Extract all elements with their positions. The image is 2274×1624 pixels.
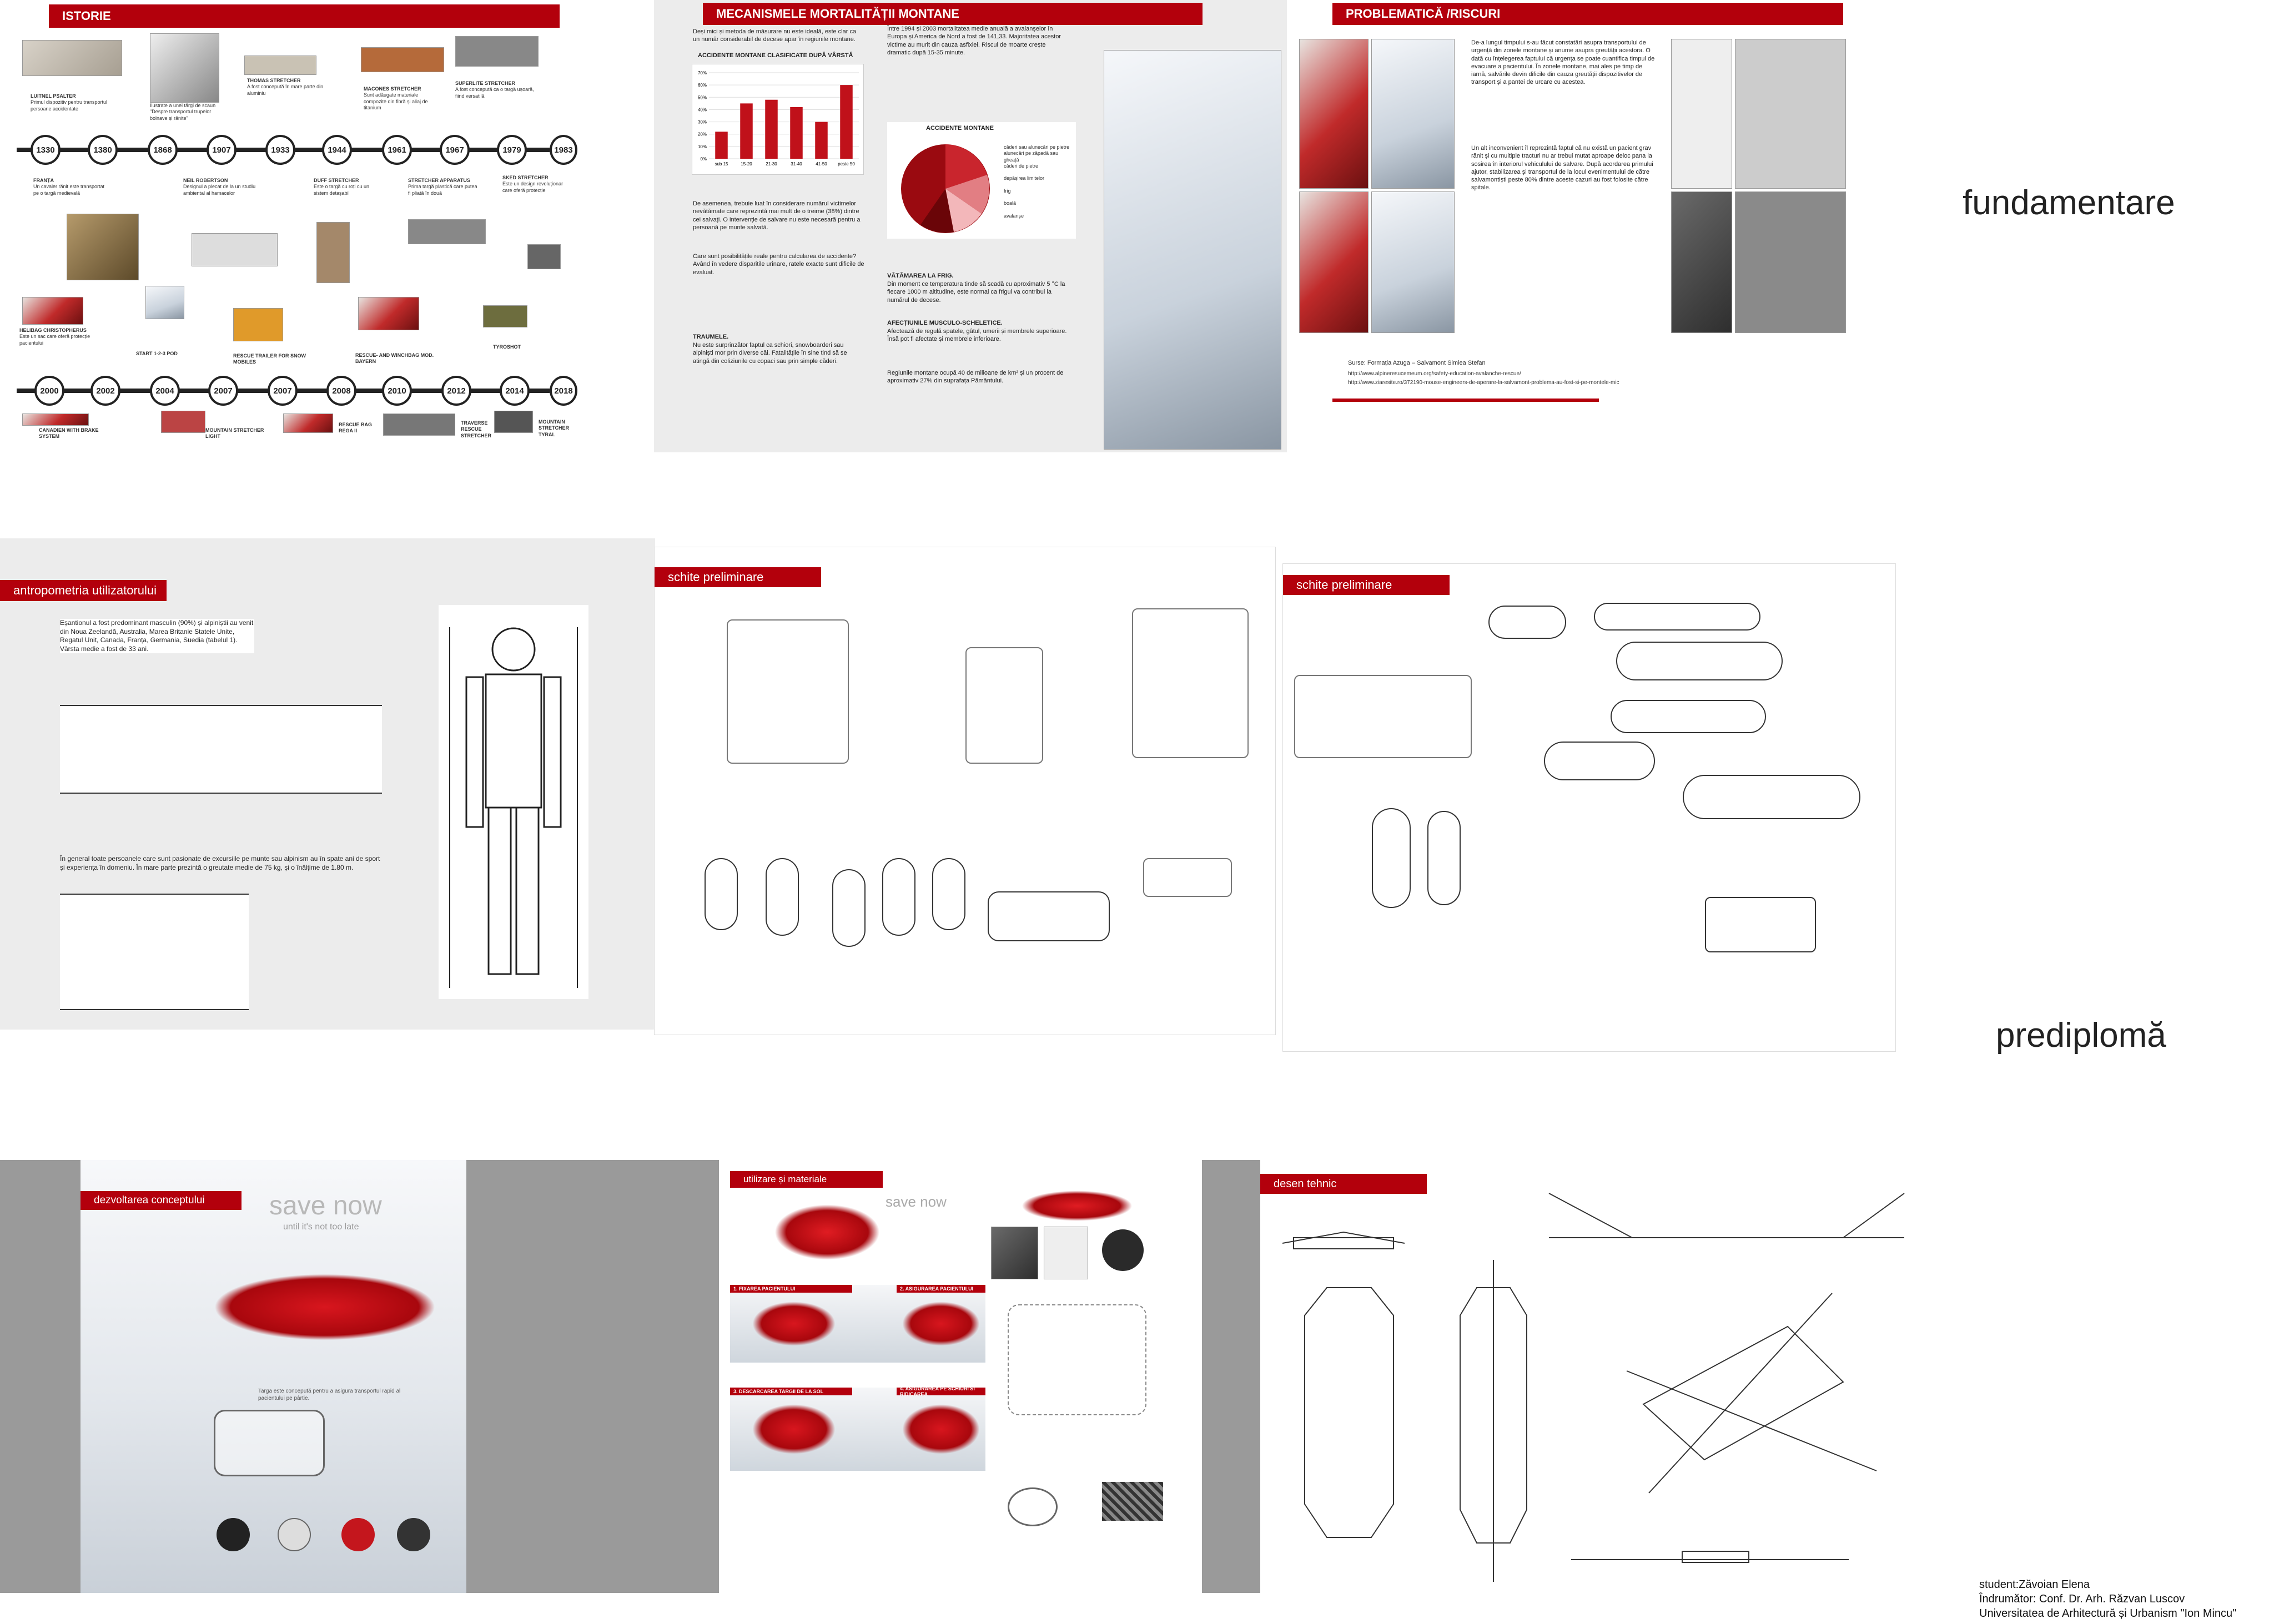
pie-legend-5: frig bbox=[1004, 188, 1011, 194]
sketch-tray-1 bbox=[988, 891, 1110, 941]
sketch-pod-4 bbox=[882, 858, 915, 936]
mecanisme-para1: De asemenea, trebuie luat în considerare numărul victimelor nevătămate care reprezintă mai mult de o treime (38%) dintre cei salvați. O intervenție de salvare nu este necesară pentru a persoană pe munte salvată. bbox=[693, 200, 861, 231]
pie-title: ACCIDENTE MONTANE bbox=[926, 125, 994, 132]
bar-y-tick: 10% bbox=[697, 144, 707, 149]
caption-franta: FRANȚA Un cavaler rănit este transportat pe o targă medievală bbox=[33, 178, 105, 196]
photo-wheel2 bbox=[1735, 191, 1846, 333]
step-1-label: 1. FIXAREA PACIENTULUI bbox=[730, 1285, 852, 1293]
step-3-label: 3. DESCARCAREA TARGII DE LA SOL bbox=[730, 1388, 852, 1395]
step-1-render bbox=[752, 1302, 836, 1346]
photo-skier bbox=[1104, 50, 1281, 450]
caption-tyroshot: TYROSHOT bbox=[493, 344, 521, 350]
utilizare-material-1 bbox=[1008, 1487, 1058, 1526]
year-2012: 2012 bbox=[441, 376, 471, 406]
photo-sked bbox=[527, 244, 561, 269]
sketch-right-1 bbox=[1683, 775, 1860, 819]
photo-stretcher-back bbox=[1299, 191, 1369, 333]
caption-apparatus: STRETCHER APPARATUS Prima targă plastică care putea fi pliată în două bbox=[408, 178, 477, 196]
mecanisme-stats: Între 1994 și 2003 mortalitatea medie anuală a avalanșelor în Europa și America de Nord a fost de 141,33. Majoritatea acestor victime au murit din cauza asfixiei. Riscul de moarte crește dramatic după 15-35 minute. bbox=[887, 26, 1061, 56]
board-problematica bbox=[1288, 0, 1849, 433]
bar-15-20 bbox=[740, 103, 753, 159]
utilizare-detail-2 bbox=[1044, 1227, 1088, 1279]
figure-leg-right bbox=[516, 808, 539, 974]
year-1868: 1868 bbox=[148, 135, 178, 165]
mecanisme-intro: Deși mici și metoda de măsurare nu este ideală, este clar ca un număr considerabil de decese apar în regiunile montane. bbox=[693, 28, 857, 43]
concept-title: dezvoltarea conceptului bbox=[81, 1191, 242, 1210]
year-1330: 1330 bbox=[31, 135, 61, 165]
problematica-title: PROBLEMATICĂ /RISCURI bbox=[1332, 3, 1843, 25]
problematica-rule bbox=[1332, 399, 1599, 402]
step-3-render bbox=[752, 1404, 836, 1454]
concept-side-right bbox=[466, 1160, 580, 1593]
utilizare-render-top bbox=[774, 1204, 880, 1260]
year-2008: 2008 bbox=[326, 376, 356, 406]
photo-door bbox=[1671, 39, 1732, 189]
caption-light: MOUNTAIN STRETCHER LIGHT bbox=[205, 427, 264, 440]
photo-duff bbox=[316, 222, 350, 283]
bar-x-label: peste 50 bbox=[838, 162, 855, 167]
year-2007b: 2007 bbox=[268, 376, 298, 406]
caption-helibag: HELIBAG CHRISTOPHERUS Este un sac care oferă protecție pacientului bbox=[19, 327, 90, 346]
photo-snow-rescue bbox=[1371, 39, 1455, 189]
concept-tagline: until it's not too late bbox=[283, 1222, 359, 1232]
caption-trailer: RESCUE TRAILER FOR SNOW MOBILES bbox=[233, 353, 306, 365]
credits-student: student:Zăvoian Elena bbox=[1979, 1578, 2090, 1591]
board-istorie bbox=[0, 0, 573, 450]
board-concept bbox=[81, 1160, 466, 1593]
photo-thomas bbox=[244, 56, 316, 75]
drawing-isometric bbox=[1627, 1293, 1876, 1493]
year-1967: 1967 bbox=[440, 135, 470, 165]
istorie-title: ISTORIE bbox=[49, 4, 560, 28]
year-2004: 2004 bbox=[150, 376, 180, 406]
caption-traverse: TRAVERSE RESCUE STRETCHER bbox=[461, 420, 492, 438]
drawing-side-view-right bbox=[1549, 1193, 1904, 1238]
utilizare-render-top-right bbox=[1022, 1191, 1133, 1221]
bar-sub 15 bbox=[715, 132, 728, 159]
caption-duff: DUFF STRETCHER Este o targă cu roți cu un sistem detașabil bbox=[314, 178, 370, 196]
bar-y-tick: 40% bbox=[697, 107, 707, 113]
sketch-frame-a bbox=[1294, 675, 1472, 758]
pie-legend-2: alunecări pe zăpadă sau gheață bbox=[1004, 150, 1059, 163]
bar-chart-svg bbox=[692, 64, 864, 175]
year-1979: 1979 bbox=[497, 135, 527, 165]
sketch-figure-3 bbox=[1132, 608, 1249, 758]
board-utilizare bbox=[719, 1160, 1177, 1593]
drawing-top-view-1 bbox=[1305, 1288, 1393, 1537]
photo-traverse bbox=[383, 413, 455, 436]
step-4 bbox=[897, 1388, 985, 1471]
board-desen bbox=[1260, 1160, 1921, 1598]
step-2 bbox=[897, 1285, 985, 1363]
photo-franta bbox=[67, 214, 139, 280]
pie-legend-7: avalanșe bbox=[1004, 213, 1024, 219]
step-1 bbox=[730, 1285, 897, 1363]
photo-psalter bbox=[22, 40, 122, 76]
board-antropometria bbox=[0, 538, 655, 1030]
step-3 bbox=[730, 1388, 897, 1471]
photo-jeep bbox=[1299, 39, 1369, 189]
photo-tyral bbox=[494, 411, 533, 433]
caption-winchbag: RESCUE- AND WINCHBAG MOD. BAYERN bbox=[355, 352, 434, 365]
utilizare-brand: save now bbox=[886, 1193, 947, 1210]
technical-drawing bbox=[1260, 1160, 1921, 1598]
mecanisme-cardio-title: AFECȚIUNILE MUSCULO-SCHELETICE. bbox=[887, 320, 1003, 326]
table-2 bbox=[60, 894, 249, 1010]
board-schite-1 bbox=[654, 547, 1276, 1035]
caption-thomas: THOMAS STRETCHER A fost concepută în mare parte din aluminiu bbox=[247, 78, 324, 96]
pie-legend bbox=[1004, 144, 1073, 219]
sketch-top-2 bbox=[1616, 642, 1783, 680]
section-label-fundamentare: fundamentare bbox=[1963, 184, 2175, 222]
board-mecanisme bbox=[654, 0, 1287, 452]
year-1961: 1961 bbox=[382, 135, 412, 165]
sketch-pod-2 bbox=[766, 858, 799, 936]
credits-coordinator: Îndrumător: Conf. Dr. Arh. Răzvan Luscov bbox=[1979, 1593, 2185, 1605]
step-4-label: 4. ASIGURAREA PE SCHIURI SI RIDICAREA bbox=[897, 1388, 985, 1395]
concept-render-frame bbox=[214, 1410, 325, 1476]
mecanisme-cardio: Afectează de regulă spatele, gâtul, umerii și membrele superioare. Însă pot fi afectate și membrele inferioare. bbox=[887, 328, 1067, 343]
photo-winchbag bbox=[358, 297, 419, 330]
pie-legend-4: depășirea limitelor bbox=[1004, 175, 1045, 181]
year-2018: 2018 bbox=[550, 376, 577, 406]
problematica-link2[interactable]: http://www.ziaresite.ro/372190-mouse-engineers-de-aperare-la-salvamont-problema-au-fost-si-pe-montele-mic bbox=[1348, 380, 1619, 386]
desen-title: desen tehnic bbox=[1260, 1174, 1427, 1194]
sketch-top-stretcher bbox=[1488, 606, 1566, 639]
photo-macones bbox=[361, 47, 444, 72]
caption-psalter: LUITNEL PSALTER Primul dispozitiv pentru transportul persoane accidentate bbox=[31, 93, 108, 112]
bar-chart bbox=[692, 52, 864, 175]
concept-detail-4 bbox=[397, 1518, 430, 1551]
sketch-figure-4 bbox=[1143, 858, 1232, 897]
photo-snow-slope bbox=[1371, 191, 1455, 333]
year-1933: 1933 bbox=[265, 135, 295, 165]
concept-detail-3 bbox=[341, 1518, 375, 1551]
bar-y-tick: 50% bbox=[697, 95, 707, 100]
caption-canadien: CANADIEN WITH BRAKE SYSTEM bbox=[39, 427, 99, 440]
step-2-label: 2. ASIGURAREA PACIENTULUI bbox=[897, 1285, 985, 1293]
utilizare-exploded bbox=[1008, 1304, 1146, 1415]
drawing-front-view bbox=[1571, 1551, 1849, 1562]
schite1-title: schite preliminare bbox=[655, 567, 821, 587]
concept-side-left bbox=[0, 1160, 81, 1593]
utilizare-detail-3 bbox=[1102, 1229, 1144, 1271]
concept-detail-2 bbox=[278, 1518, 311, 1551]
problematica-link1[interactable]: http://www.alpineresucemeum.org/safety-education-avalanche-rescue/ bbox=[1348, 371, 1521, 377]
photo-trailer bbox=[233, 308, 283, 341]
bar-x-label: 21-30 bbox=[766, 162, 777, 167]
antropometria-text2: În general toate persoanele care sunt pasionate de excursiile pe munte sau alpinism au în spate ani de sport și experiența în domeniu. În mare parte prezintă o greutate medie de 75 kg, și o înălțime de 1.80 m. bbox=[60, 855, 380, 871]
pie-legend-6: boală bbox=[1004, 200, 1017, 206]
pie-legend-1: căderi sau alunecări pe pietre bbox=[1004, 144, 1070, 150]
caption-superlite: SUPERLITE STRETCHER A fost concepută ca o targă ușoară, fiind versatilă bbox=[455, 80, 534, 99]
figure-arm-left bbox=[466, 677, 483, 827]
mecanisme-para2: Care sunt posibilitățile reale pentru calcularea de accidente? Având în vedere disparitile urinare, ratele exacte sunt dificile de evaluat. bbox=[693, 253, 864, 276]
problematica-text: De-a lungul timpului s-au făcut constatări asupra transportului de urgență din zonele montane și anume asupra greutății acestora. O dată cu înțelegerea faptului că urgența se poate cuantifica timpul de evacuare a pacientului. În zonele montane, mai ales pe timp de iarnă, salvările devin dificile din cauza greutății dispozitivelor de transport și a pantei de urcare cu acestea. bbox=[1471, 39, 1655, 86]
mecanisme-regiune: Regiunile montane ocupă 40 de milioane de km² și un procent de aproximativ 27% din suprafața Pământului. bbox=[887, 370, 1064, 385]
figure-arm-right bbox=[544, 677, 561, 827]
bar-chart-title: ACCIDENTE MONTANE CLASIFICATE DUPĂ VÂRSTĂ bbox=[698, 52, 853, 59]
drawing-top-view-2 bbox=[1460, 1260, 1527, 1582]
photo-canadien bbox=[22, 413, 89, 426]
caption-sked: SKED STRETCHER Este un design revoluționar care oferă protecție bbox=[502, 175, 564, 193]
credits bbox=[1979, 1577, 2236, 1621]
sketch-long-2 bbox=[1427, 811, 1461, 905]
bar-peste 50 bbox=[840, 85, 853, 159]
sketch-frame-b bbox=[1611, 700, 1766, 733]
bar-y-tick: 20% bbox=[697, 132, 707, 137]
photo-rega bbox=[283, 413, 333, 433]
credits-university: Universitatea de Arhitectură și Urbanism "Ion Mincu" bbox=[1979, 1607, 2237, 1620]
caption-macones: MACONES STRETCHER Sunt adăugate materiale compozite din fibră și aliaj de titanium bbox=[364, 86, 428, 110]
photo-people bbox=[1735, 39, 1846, 189]
caption-rega: RESCUE BAG REGA II bbox=[339, 422, 373, 434]
bar-y-tick: 70% bbox=[697, 70, 707, 75]
photo-robertson bbox=[192, 233, 278, 266]
figure-leg-left bbox=[489, 808, 511, 974]
sketch-long-1 bbox=[1372, 808, 1411, 908]
photo-wheel bbox=[1671, 191, 1732, 333]
year-1983: 1983 bbox=[550, 135, 577, 165]
photo-helibag bbox=[22, 297, 83, 325]
bar-x-label: 15-20 bbox=[741, 162, 752, 167]
bar-y-tick: 30% bbox=[697, 119, 707, 125]
drawing-side-view-left bbox=[1282, 1232, 1405, 1249]
year-1380: 1380 bbox=[88, 135, 118, 165]
utilizare-side-left bbox=[580, 1160, 719, 1593]
figure-torso bbox=[486, 674, 541, 808]
human-figure-svg bbox=[439, 605, 588, 999]
sketch-pod-5 bbox=[932, 858, 965, 930]
antropometria-intro: Eșantionul a fost predominant masculin (90%) și alpiniștii au venit din Noua Zeelandă, Australia, Marea Britanie Statele Unite, Regatul Unit, Canada, Franța, Germania, Suedia (tabelul 1). Vârsta medie a fost de 33 ani. bbox=[60, 619, 254, 653]
mecanisme-title: MECANISMELE MORTALITĂȚII MONTANE bbox=[703, 3, 1203, 25]
utilizare-title: utilizare și materiale bbox=[730, 1171, 883, 1188]
bar-y-tick: 0% bbox=[700, 157, 707, 162]
sketch-right-2 bbox=[1705, 897, 1816, 952]
sketch-figure-1 bbox=[727, 619, 849, 764]
year-2000: 2000 bbox=[34, 376, 64, 406]
photo-apparatus bbox=[408, 219, 486, 244]
sketch-pod-3 bbox=[832, 869, 866, 947]
photo-superlite bbox=[455, 36, 539, 67]
bar-y-tick: 60% bbox=[697, 83, 707, 88]
desen-side-left bbox=[1202, 1160, 1260, 1593]
year-1907: 1907 bbox=[207, 135, 237, 165]
pie-legend-3: căderi de pietre bbox=[1004, 163, 1039, 169]
pie-chart bbox=[887, 122, 1076, 239]
year-1944: 1944 bbox=[322, 135, 352, 165]
sketch-side-stretcher bbox=[1594, 603, 1760, 631]
concept-brand: save now bbox=[269, 1191, 382, 1220]
bar-31-40 bbox=[790, 107, 803, 159]
concept-render-main bbox=[214, 1274, 436, 1340]
sketch-figure-2 bbox=[965, 647, 1043, 764]
section-label-prediploma: prediplomă bbox=[1996, 1016, 2166, 1055]
board-schite-2 bbox=[1282, 563, 1896, 1052]
bar-21-30 bbox=[765, 100, 778, 159]
year-2014: 2014 bbox=[500, 376, 530, 406]
caption-1868: Ilustrate a unei tărgi de scaun "Despre transportul trupelor bolnave și rănite" bbox=[150, 103, 216, 121]
step-2-render bbox=[902, 1302, 980, 1346]
mecanisme-traume-title: TRAUMELE. bbox=[693, 334, 729, 340]
photo-tyroshot bbox=[483, 305, 527, 327]
body-drawing bbox=[439, 605, 588, 999]
step-4-render bbox=[902, 1404, 980, 1454]
photo-light bbox=[161, 411, 205, 433]
bar-41-50 bbox=[815, 122, 828, 159]
antropometria-title: antropometria utilizatorului bbox=[0, 580, 167, 601]
sketch-mid-1 bbox=[1544, 742, 1655, 780]
mecanisme-frig: Din moment ce temperatura tinde să scadă cu aproximativ 5 °C la fiecare 1000 m altitudine, este normal ca frigul va contribui la numărul de decese. bbox=[887, 281, 1065, 304]
mecanisme-traume: Nu este surprinzător faptul ca schiori, snowboarderi sau alpiniști mor prin diverse căi. Fatalitățile în sine tind să se atingă din coliziunile cu copaci sau prin simple căderi. bbox=[693, 342, 847, 365]
concept-detail-1 bbox=[217, 1518, 250, 1551]
bar-x-label: sub 15 bbox=[715, 162, 728, 167]
sketch-pod-1 bbox=[705, 858, 738, 930]
mecanisme-frig-title: VĂTĂMAREA LA FRIG. bbox=[887, 273, 954, 279]
utilizare-detail-1 bbox=[991, 1227, 1038, 1279]
year-2002: 2002 bbox=[90, 376, 120, 406]
year-2010: 2010 bbox=[382, 376, 412, 406]
caption-pod: START 1-2-3 POD bbox=[136, 351, 178, 356]
table-1 bbox=[60, 705, 382, 794]
photo-1868 bbox=[150, 33, 219, 103]
problematica-source: Surse: Formația Azuga – Salvamont Simiea Stefan bbox=[1348, 360, 1486, 366]
utilizare-material-2 bbox=[1102, 1482, 1163, 1521]
concept-note: Targa este concepută pentru a asigura transportul rapid al pacientului pe pârtie. bbox=[258, 1388, 401, 1401]
problematica-text2: Un alt inconvenient îl reprezintă faptul că nu există un pacient grav rănit și cu multiple tracturi nu ar trebui mutat aproape deloc pana la sosirea în interiorul vehiculului de salvare. După acordarea primului ajutor, stabilizarea și transportul de la locul evenimentului de către salvamontiști peste 80% dintre aceste cazuri au fost folosite către spitale. bbox=[1471, 145, 1653, 191]
bar-x-label: 41-50 bbox=[816, 162, 827, 167]
year-2007a: 2007 bbox=[208, 376, 238, 406]
caption-tyral: MOUNTAIN STRETCHER TYRAL bbox=[539, 419, 570, 437]
caption-robertson: NEIL ROBERTSON Designul a plecat de la un studiu ambiental al hamacelor bbox=[183, 178, 256, 196]
bar-x-label: 31-40 bbox=[791, 162, 802, 167]
schite2-title: schite preliminare bbox=[1283, 575, 1450, 595]
figure-head bbox=[492, 628, 535, 670]
photo-pod bbox=[145, 286, 184, 319]
